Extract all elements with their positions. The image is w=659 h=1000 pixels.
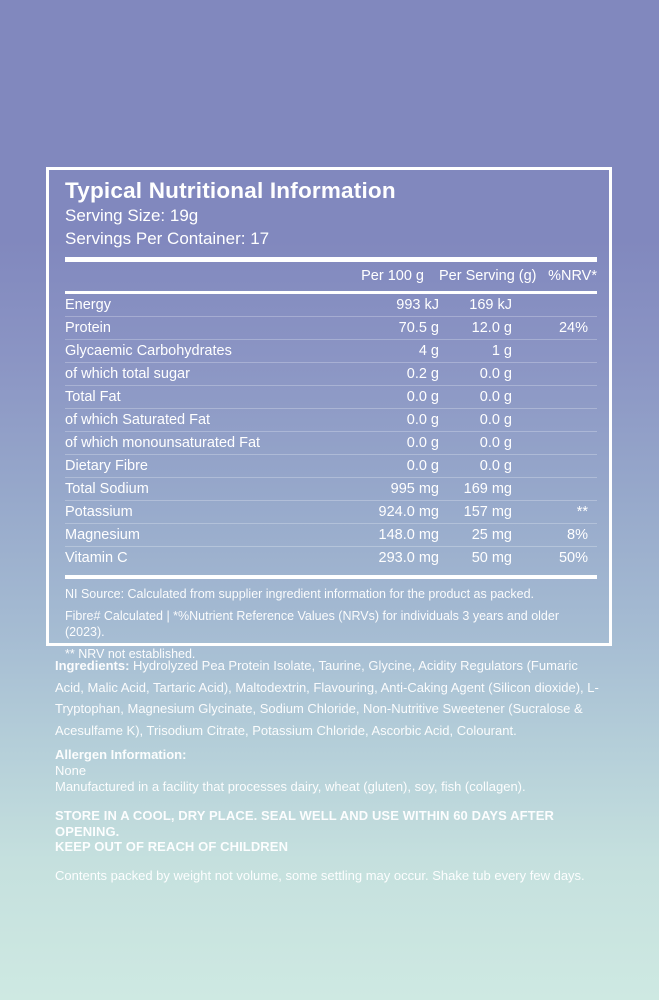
servings-per-container: Servings Per Container: 17 (65, 229, 270, 248)
nutrient-per-100g-value: 70.5 g (319, 317, 439, 340)
nutrient-label: Energy (65, 296, 111, 313)
nutrient-nrv-value: ** (512, 501, 597, 524)
table-row (65, 455, 597, 478)
table-row (65, 501, 597, 524)
nutrient-nrv-value (512, 340, 597, 363)
storage-line-2: KEEP OUT OF REACH OF CHILDREN (55, 839, 289, 854)
nutrient-label: Dietary Fibre (65, 455, 319, 478)
nutrient-label: of which Saturated Fat (65, 409, 319, 432)
nutrient-per-100g-value: 995 mg (319, 478, 439, 501)
nutrient-nrv-value (512, 478, 597, 501)
nutrient-per-serving-value: 50 mg (439, 547, 512, 570)
column-header-empty (65, 262, 319, 293)
table-row (65, 524, 597, 547)
table-row (65, 409, 597, 432)
nutrient-label: of which total sugar (65, 363, 319, 386)
nutrient-label: Glycaemic Carbohydrates (65, 340, 319, 363)
nutrient-per-100g-value: 993 kJ (396, 296, 439, 313)
footnote-divider (65, 575, 597, 579)
nutrient-nrv-value (512, 363, 597, 386)
ingredients-label: Ingredients: (55, 658, 130, 673)
serving-size: Serving Size: 19g (65, 206, 199, 225)
nutrition-table (65, 262, 597, 569)
table-row (65, 317, 597, 340)
nutrient-nrv-value: 24% (512, 317, 597, 340)
nutrient-nrv-value (512, 432, 597, 455)
nutrient-per-serving-value: 157 mg (439, 501, 512, 524)
table-row (65, 340, 597, 363)
column-header-per-serving: Per Serving (g) (439, 262, 512, 293)
nutrient-label: Magnesium (65, 524, 319, 547)
nutrient-nrv-value: 8% (512, 524, 597, 547)
column-header-per-100g: Per 100 g (319, 262, 439, 293)
nutrient-nrv-value (512, 409, 597, 432)
nutrient-label: Total Sodium (65, 478, 319, 501)
storage-instructions (55, 808, 608, 855)
nutrient-per-serving-value: 0.0 g (439, 386, 512, 409)
nutrient-label: Potassium (65, 501, 319, 524)
allergen-section (55, 747, 608, 795)
table-row (65, 293, 597, 317)
table-header-row (65, 262, 597, 293)
nutrient-per-100g-value: 0.0 g (319, 432, 439, 455)
ingredients-text: Hydrolyzed Pea Protein Isolate, Taurine, Glycine, Acidity Regulators (Fumaric Acid, Malic Acid, Tartaric Acid), Maltodextrin, Flavouring, Anti-Caking Agent (Silicon dioxide), L-Tryptophan, Magnesium Glycinate, Sodium Chloride, Non-Nutritive Sweetener (Sucralose & Acesulfame K), Trisodium Citrate, Potassium Chloride, Ascorbic Acid, Colourant. (55, 658, 599, 738)
nutrient-label: of which monounsaturated Fat (65, 432, 319, 455)
nutrient-per-serving-value: 0.0 g (439, 409, 512, 432)
note-nrv-reference: Fibre# Calculated | *%Nutrient Reference Values (NRVs) for individuals 3 years and older (2023). (65, 609, 559, 639)
nutrient-per-serving-value: 12.0 g (439, 317, 512, 340)
nutrient-nrv-value: 50% (512, 547, 597, 570)
contents-note: Contents packed by weight not volume, some settling may occur. Shake tub every few days. (55, 867, 585, 883)
nutrient-per-100g-value: 0.2 g (319, 363, 439, 386)
nutrient-per-serving-value: 169 mg (439, 478, 512, 501)
nutrient-per-100g-value: 293.0 mg (319, 547, 439, 570)
nutrient-nrv-value (512, 455, 597, 478)
nutrition-panel (46, 167, 612, 661)
nutrient-per-100g-value: 0.0 g (319, 455, 439, 478)
nutrient-per-100g-value: 924.0 mg (319, 501, 439, 524)
table-row (65, 547, 597, 570)
column-header-nrv: %NRV* (512, 262, 597, 293)
storage-line-1: STORE IN A COOL, DRY PLACE. SEAL WELL AND USE WITHIN 60 DAYS AFTER OPENING. (55, 808, 554, 839)
nutrient-label: Total Fat (65, 386, 319, 409)
table-body (65, 293, 597, 570)
nutrient-per-100g-value: 0.0 g (319, 409, 439, 432)
nutrient-nrv-value (512, 293, 597, 317)
nutrient-nrv-value (512, 386, 597, 409)
panel-title: Typical Nutritional Information (65, 178, 396, 203)
table-row (65, 363, 597, 386)
nutrient-per-serving-value: 0.0 g (439, 455, 512, 478)
note-nrv-not-established: ** NRV not established. (65, 647, 196, 661)
nutrient-label: Protein (65, 317, 319, 340)
allergen-facility: Manufactured in a facility that processes dairy, wheat (gluten), soy, fish (collagen). (55, 779, 526, 794)
nutrient-per-100g-value: 148.0 mg (319, 524, 439, 547)
table-row (65, 478, 597, 501)
nutrient-label: Vitamin C (65, 547, 319, 570)
nutrient-per-100g-value: 0.0 g (319, 386, 439, 409)
note-ni-source: NI Source: Calculated from supplier ingredient information for the product as packed. (65, 587, 534, 601)
nutrient-per-serving-value: 25 mg (439, 524, 512, 547)
nutrient-per-100g-value: 4 g (319, 340, 439, 363)
nutrient-per-serving-value: 0.0 g (439, 363, 512, 386)
lower-text-block (55, 655, 608, 884)
table-row (65, 432, 597, 455)
table-row (65, 386, 597, 409)
ingredients-paragraph (55, 655, 608, 741)
nutrient-per-serving-value: 169 kJ (469, 296, 512, 313)
nutrient-per-serving-value: 1 g (439, 340, 512, 363)
nutrient-per-serving-value: 0.0 g (439, 432, 512, 455)
allergen-none: None (55, 763, 87, 778)
allergen-heading: Allergen Information: (55, 747, 187, 762)
